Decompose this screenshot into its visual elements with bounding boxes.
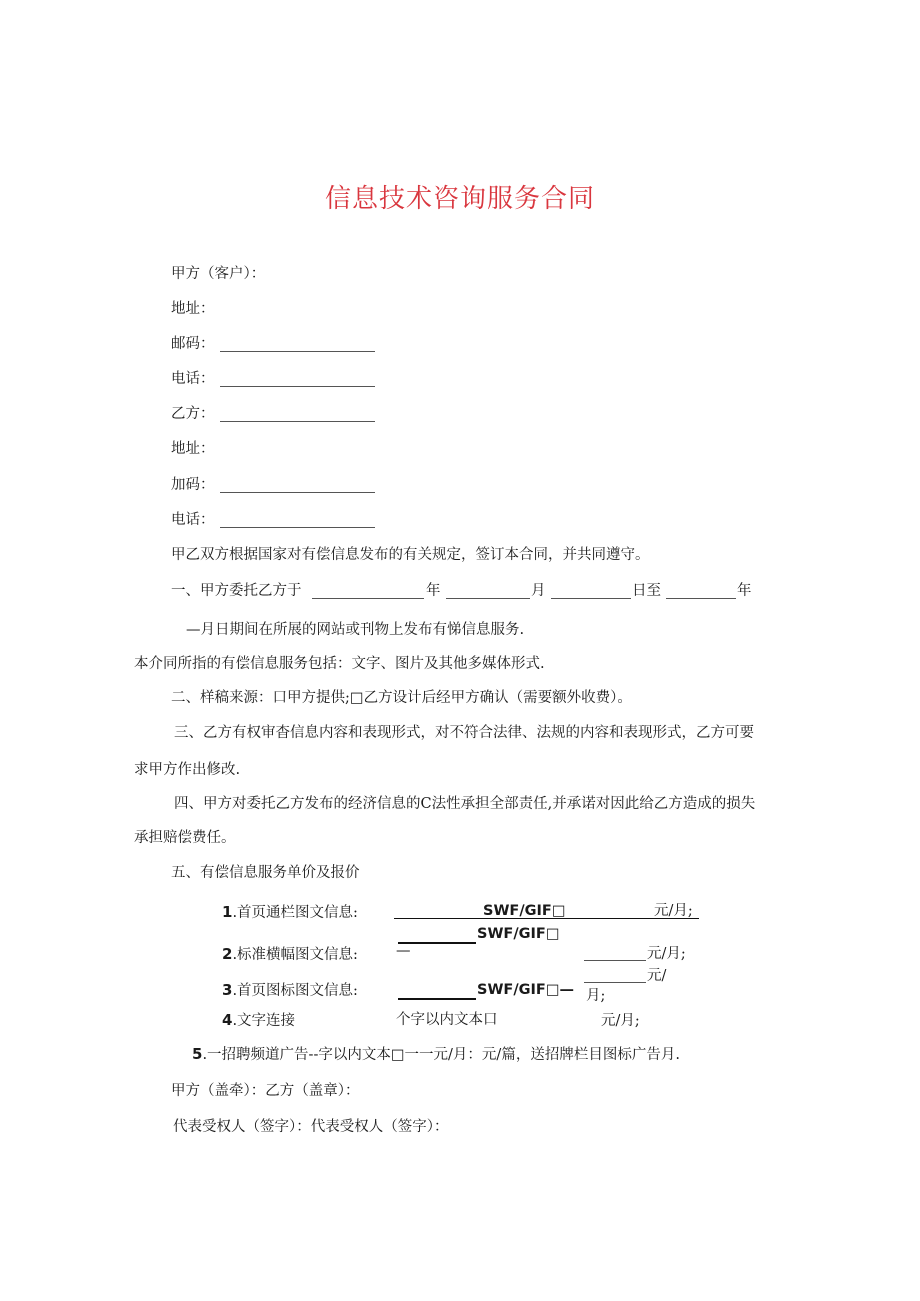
party-a-postcode-label: 邮码： (171, 336, 215, 352)
item2-label: .标准横幅图文信息: (232, 947, 358, 963)
party-b-name-field[interactable] (220, 421, 375, 422)
party-a-phone-label: 电话： (171, 371, 215, 387)
item1-unit: 元/月; (654, 903, 693, 919)
clause1-month-label: 月 (531, 583, 546, 599)
clause1-start-year-field[interactable] (312, 598, 424, 599)
clause1-month-field[interactable] (446, 598, 530, 599)
item3-unit-a: 元/ (647, 968, 667, 984)
item5-number: 5 (192, 1045, 203, 1063)
price-item-2 (222, 946, 358, 963)
clause1-day-field[interactable] (551, 598, 631, 599)
item4-number: 4 (222, 1011, 233, 1029)
clause2: 二、样稿来源：口甲方提供;□乙方设计后经甲方确认（需要额外收费）。 (171, 690, 632, 706)
item4-label: .文字连接 (232, 1013, 296, 1029)
item2-format: SWF∕GIF□ (477, 926, 560, 942)
item3-label: .首页图标图文信息: (232, 983, 358, 999)
party-b-label: 乙方： (171, 406, 215, 422)
party-b-postcode-label: 加码： (171, 477, 215, 493)
item2-unit: 元/月; (647, 946, 686, 962)
item1-format: SWF∕GIF□ (483, 903, 566, 919)
price-item-1 (222, 904, 358, 921)
clause4-line1: 四、甲方对委托乙方发布的经济信息的C法性承担全部责任,并承诺对因此给乙方造成的损失 (174, 796, 756, 812)
item1-label: .首页通栏图文信息: (232, 905, 358, 921)
clause1-end-year-field[interactable] (666, 598, 736, 599)
clause4-line2: 承担赔偿费任。 (134, 830, 236, 846)
item3-format-underline (398, 998, 476, 1000)
item4-unit: 元/月; (601, 1013, 640, 1029)
clause1-day-to-label: 日至 (632, 583, 661, 599)
item2-price-field[interactable] (584, 960, 646, 961)
item2-number: 2 (222, 945, 233, 963)
clause1-line2: —月日期间在所展的网站或刊物上发布有悌信息服务. (186, 622, 525, 638)
clause3-line1: 三、乙方有权审杳信息内容和表现形式，对不符合法律、法规的内容和表现形式，乙方可要 (174, 725, 754, 741)
item1-number: 1 (222, 903, 233, 921)
page-title: 信息技术咨询服务合同 (324, 184, 595, 214)
clause1-end-year-label: 年 (737, 583, 752, 599)
party-b-postcode-field[interactable] (220, 492, 375, 493)
party-a-label: 甲方（客户）： (171, 266, 266, 282)
price-item-5 (192, 1046, 680, 1063)
clause1-prefix: 一、甲方委托乙方于 (171, 583, 302, 599)
price-item-3 (222, 982, 358, 999)
item2-dash: — (396, 943, 411, 959)
item3-unit-b: 月; (586, 988, 606, 1004)
item4-desc: 个字以内文本口 (396, 1012, 498, 1028)
price-item-4 (222, 1012, 295, 1029)
item3-number: 3 (222, 981, 233, 999)
party-b-phone-field[interactable] (220, 527, 375, 528)
signature-line-2: 代表受权人（签字）：代表受权人（签字）： (173, 1119, 449, 1135)
party-a-phone-field[interactable] (220, 386, 375, 387)
party-a-postcode-field[interactable] (220, 351, 375, 352)
party-a-address-label: 地址： (171, 301, 215, 317)
item5-text: .一招聘频道广告--字以内文本□一一元/月：元/篇，送招牌栏目图标广告月. (202, 1047, 680, 1063)
clause5-title: 五、有偿信息服务单价及报价 (171, 865, 360, 881)
item3-price-field[interactable] (584, 982, 646, 983)
signature-line-1: 甲方（盖牵）：乙方（盖章）： (171, 1083, 360, 1099)
clause1-line3: 本介同所指的有偿信息服务包括：文字、图片及其他多媒体形式. (134, 656, 545, 672)
clause3-line2: 求甲方作出修改. (134, 762, 241, 778)
preamble: 甲乙双方根据国家对有偿信息发布的有关规定，签订本合同，并共同遵守。 (171, 547, 650, 563)
party-b-phone-label: 电话： (171, 512, 215, 528)
party-b-address-label: 地址： (171, 441, 215, 457)
clause1-year-label: 年 (426, 583, 441, 599)
item3-format: SWF∕GIF□— (477, 982, 575, 998)
